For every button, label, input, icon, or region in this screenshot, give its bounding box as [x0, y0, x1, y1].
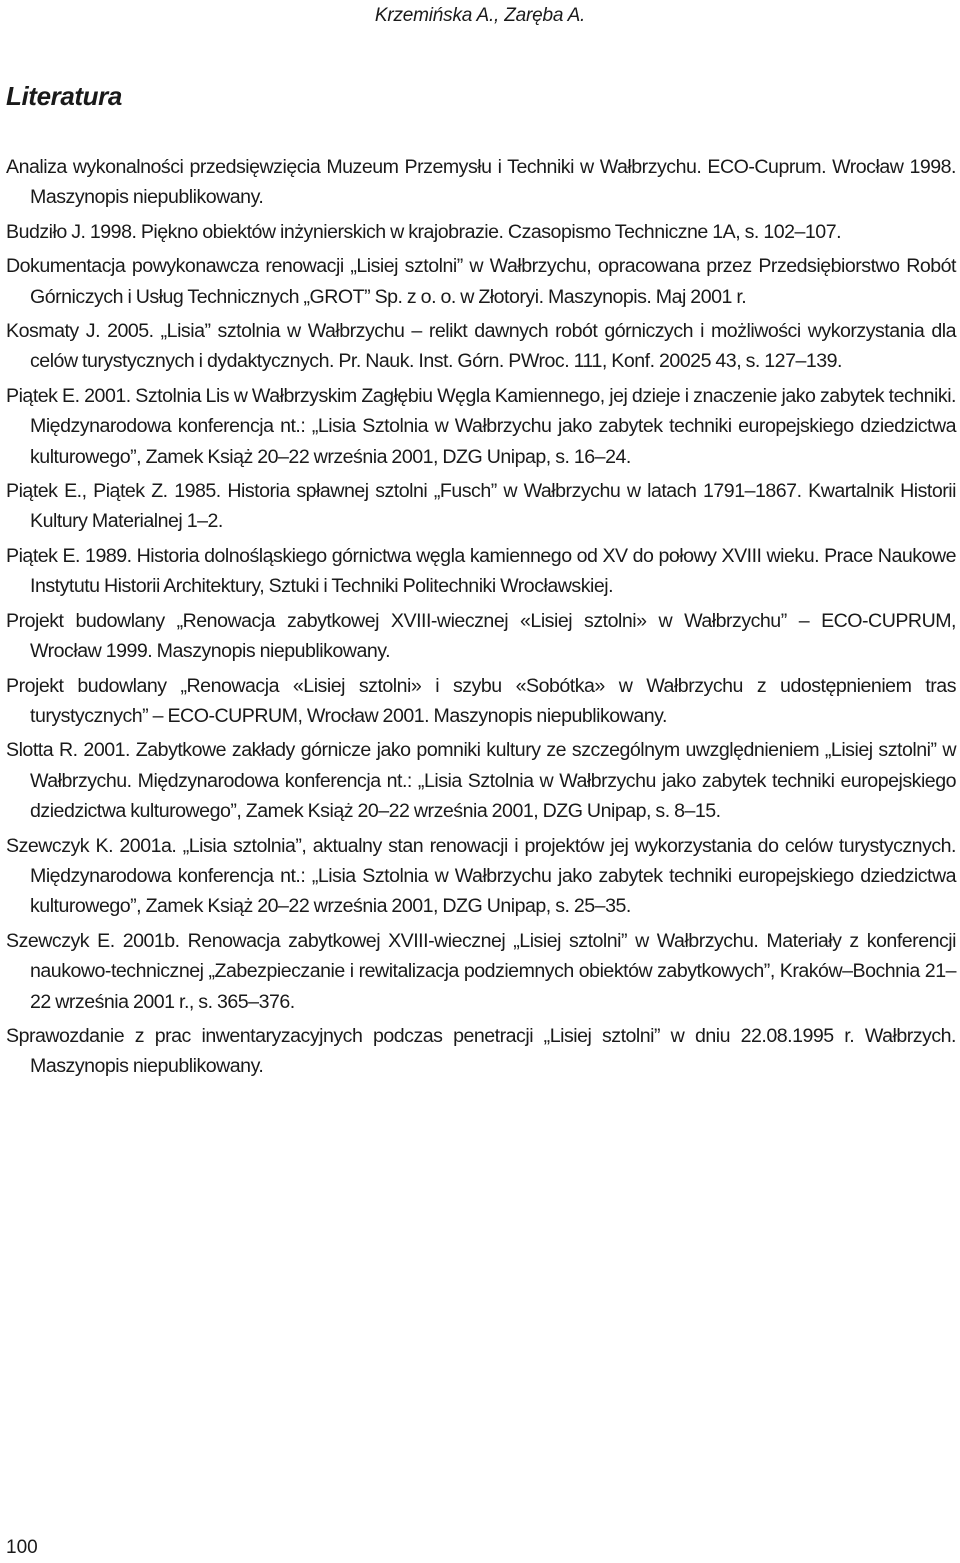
reference-item: Analiza wykonalności przedsięwzięcia Muzeum Przemysłu i Techniki w Wałbrzychu. ECO-Cuprum. Wrocław 1998. Maszynopis niepublikowany.: [6, 156, 956, 209]
running-header: Krzemińska A., Zaręba A.: [374, 5, 586, 26]
reference-item: Piątek E. 2001. Sztolnia Lis w Wałbrzyskim Zagłębiu Węgla Kamiennego, jej dzieje i znaczenie jako zabytek techniki. Międzynarodowa konferencja nt.: „Lisia Sztolnia w Wałbrzychu jako zabytek techniki europejskiego dziedzictwa kulturowego”, Zamek Książ 20–22 września 2001, DZG Unipap, s. 16–24.: [6, 384, 956, 468]
reference-item: Szewczyk K. 2001a. „Lisia sztolnia”, aktualny stan renowacji i projektów jej wykorzystania do celów turystycznych. Międzynarodowa konferencja nt.: „Lisia Sztolnia w Wałbrzychu jako zabytek techniki europejskiego dziedzictwa kulturowego”, Zamek Książ 20–22 września 2001, DZG Unipap, s. 25–35.: [6, 834, 956, 918]
reference-item: Szewczyk E. 2001b. Renowacja zabytkowej XVIII-wiecznej „Lisiej sztolni” w Wałbrzychu. Materiały z konferencji naukowo-technicznej „Zabezpieczanie i rewitalizacja podziemnych obiektów zabytkowych”, Kraków–Bochnia 21–22 września 2001 r., s. 365–376.: [6, 929, 956, 1013]
section-title: Literatura: [6, 81, 122, 111]
page-number: 100: [6, 1537, 38, 1558]
reference-item: Piątek E., Piątek Z. 1985. Historia spławnej sztolni „Fusch” w Wałbrzychu w latach 1791–1867. Kwartalnik Historii Kultury Materialnej 1–2.: [6, 480, 956, 533]
reference-item: Slotta R. 2001. Zabytkowe zakłady górnicze jako pomniki kultury ze szczególnym uwzględnieniem „Lisiej sztolni” w Wałbrzychu. Międzynarodowa konferencja nt.: „Lisia Sztolnia w Wałbrzychu jako zabytek techniki europejskiego dziedzictwa kulturowego”, Zamek Książ 20–22 września 2001, DZG Unipap, s. 8–15.: [6, 739, 956, 823]
reference-item: Piątek E. 1989. Historia dolnośląskiego górnictwa węgla kamiennego od XV do połowy XVIII wieku. Prace Naukowe Instytutu Historii Architektury, Sztuki i Techniki Politechniki Wrocławskiej.: [6, 544, 956, 598]
reference-item: Dokumentacja powykonawcza renowacji „Lisiej sztolni” w Wałbrzychu, opracowana przez Przedsiębiorstwo Robót Górniczych i Usług Technicznych „GROT” Sp. z o. o. w Złotoryi. Maszynopis. Maj 2001 r.: [6, 255, 956, 308]
reference-item: Sprawozdanie z prac inwentaryzacyjnych podczas penetracji „Lisiej sztolni” w dniu 22.08.1995 r. Wałbrzych. Maszynopis niepublikowany.: [6, 1024, 956, 1078]
reference-item: Projekt budowlany „Renowacja zabytkowej XVIII-wiecznej «Lisiej sztolni» w Wałbrzychu” – ECO-CUPRUM, Wrocław 1999. Maszynopis niepublikowany.: [6, 609, 956, 663]
reference-item: Projekt budowlany „Renowacja «Lisiej sztolni» i szybu «Sobótka» w Wałbrzychu z udostępnieniem tras turystycznych” – ECO-CUPRUM, Wrocław 2001. Maszynopis niepublikowany.: [6, 674, 956, 727]
reference-item: Budziło J. 1998. Piękno obiektów inżynierskich w krajobrazie. Czasopismo Techniczne 1A, s. 102–107.: [6, 220, 842, 243]
reference-item: Kosmaty J. 2005. „Lisia” sztolnia w Wałbrzychu – relikt dawnych robót górniczych i możliwości wykorzystania dla celów turystycznych i dydaktycznych. Pr. Nauk. Inst. Górn. PWroc. 111, Konf. 20025 43, s. 127–139.: [6, 320, 956, 373]
reference-list: [6, 152, 956, 1086]
